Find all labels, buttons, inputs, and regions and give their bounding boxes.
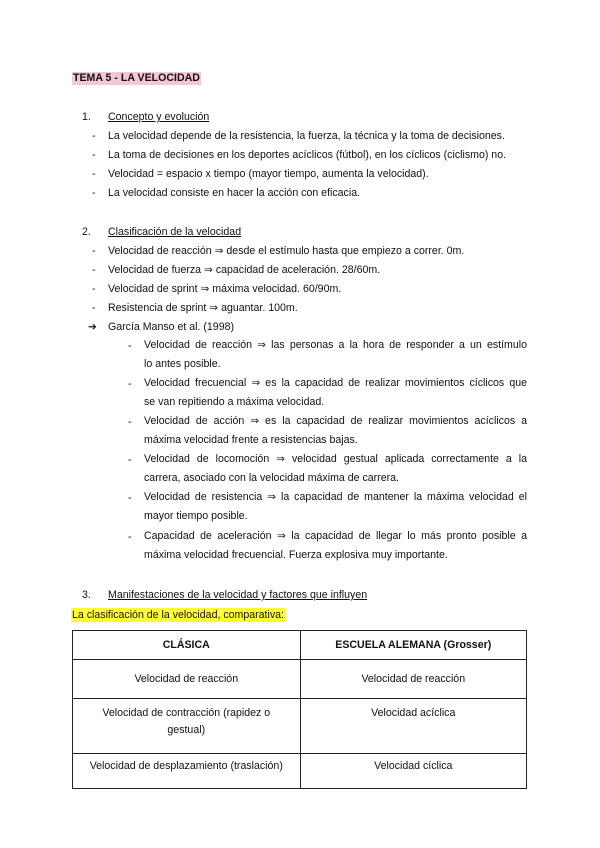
bullet-dash: - — [92, 168, 96, 180]
sub-bullet-dash: - — [128, 416, 132, 428]
section-1-bullet: La toma de decisiones en los deportes acíclicos (fútbol), en los cíclicos (ciclismo) no. — [108, 149, 507, 161]
section-1-bullet: La velocidad depende de la resistencia, la fuerza, la técnica y la toma de decisiones. — [108, 130, 505, 142]
section-2-bullet: Velocidad de reacción ⇒ desde el estímulo hasta que empiezo a correr. 0m. — [108, 245, 465, 257]
sub-item-line: lo antes posible. — [144, 358, 221, 370]
sub-item-line: Velocidad de reacción ⇒ las personas a la hora de responder a un estímulo — [144, 339, 527, 351]
table-row — [73, 660, 527, 699]
section-2-bullet: Velocidad de fuerza ⇒ capacidad de aceleración. 28/60m. — [108, 264, 381, 276]
table-cell: Velocidad de desplazamiento (traslación) — [73, 754, 301, 789]
section-1-number: 1. — [82, 111, 91, 123]
table-cell: Velocidad cíclica — [300, 754, 526, 789]
bullet-dash: - — [92, 283, 96, 295]
bullet-dash: - — [92, 264, 96, 276]
comparison-table — [72, 630, 527, 789]
sub-item-line: Capacidad de aceleración ⇒ la capacidad de llegar lo más pronto posible a — [144, 530, 527, 542]
page-title: TEMA 5 - LA VELOCIDAD — [73, 72, 200, 84]
sub-item-line: Velocidad de locomoción ⇒ velocidad gestual aplicada correctamente a la — [144, 453, 527, 465]
table-header-cell: CLÁSICA — [73, 631, 301, 660]
sub-item-line: máxima velocidad frecuencial. Fuerza explosiva muy importante. — [144, 549, 448, 561]
sub-item-line: carrera, asociado con la velocidad máxima de carrera. — [144, 472, 399, 484]
bullet-dash: - — [92, 187, 96, 199]
section-1-bullet: Velocidad = espacio x tiempo (mayor tiempo, aumenta la velocidad). — [108, 168, 429, 180]
sub-bullet-dash: - — [128, 531, 132, 543]
bullet-dash: - — [92, 130, 96, 142]
sub-item-line: Velocidad de acción ⇒ es la capacidad de realizar movimientos acíclicos a — [144, 415, 527, 427]
table-cell: Velocidad de reacción — [300, 660, 526, 699]
sub-item-line: máxima velocidad frente a resistencias bajas. — [144, 434, 358, 446]
section-2-bullet: Velocidad de sprint ⇒ máxima velocidad. 60/90m. — [108, 283, 342, 295]
section-2-title: Clasificación de la velocidad — [108, 226, 242, 238]
sub-bullet-dash: - — [128, 492, 132, 504]
section-3-title: Manifestaciones de la velocidad y factores que influyen — [108, 589, 368, 601]
sub-item-line: Velocidad de resistencia ⇒ la capacidad de mantener la máxima velocidad el — [144, 491, 527, 503]
sub-bullet-dash: - — [128, 454, 132, 466]
highlighted-line: La clasificación de la velocidad, comparativa: — [72, 609, 284, 621]
section-1-title: Concepto y evolución — [108, 111, 210, 123]
table-row — [73, 699, 527, 754]
section-2-bullet: Resistencia de sprint ⇒ aguantar. 100m. — [108, 302, 298, 314]
table-row — [73, 754, 527, 789]
section-2-number: 2. — [82, 226, 91, 238]
bullet-dash: - — [92, 302, 96, 314]
table-header-cell: ESCUELA ALEMANA (Grosser) — [300, 631, 526, 660]
bullet-dash: - — [92, 149, 96, 161]
sub-item-line: se van repitiendo a máxima velocidad. — [144, 396, 325, 408]
section-3-number: 3. — [82, 589, 91, 601]
sub-bullet-dash: - — [128, 378, 132, 390]
table-cell: Velocidad de contracción (rapidez o gestual) — [73, 699, 301, 754]
table-cell: Velocidad acíclica — [300, 699, 526, 754]
bullet-dash: - — [92, 245, 96, 257]
table-header-row — [73, 631, 527, 660]
sub-item-line: mayor tiempo posible. — [144, 510, 248, 522]
section-1-bullet: La velocidad consiste en hacer la acción con eficacia. — [108, 187, 361, 199]
sub-item-line: Velocidad frecuencial ⇒ es la capacidad de realizar movimientos cíclicos que — [144, 377, 527, 389]
sub-bullet-dash: - — [128, 340, 132, 352]
reference-citation: García Manso et al. (1998) — [108, 321, 235, 333]
arrow-bullet-icon: ➔ — [88, 321, 97, 333]
table-cell: Velocidad de reacción — [73, 660, 301, 699]
